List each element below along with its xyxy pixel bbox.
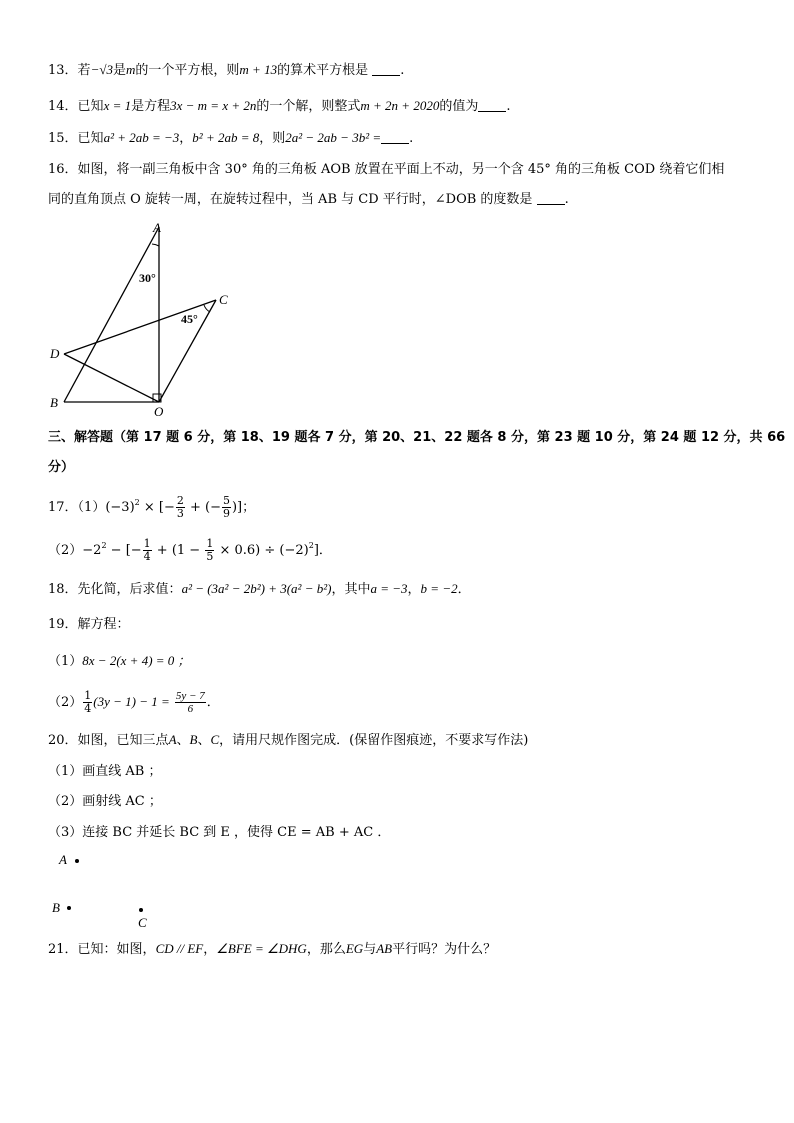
question-14: 14．已知x = 1是方程3x − m = x + 2n的一个解，则整式m + 2n + 2020的值为 . <box>48 98 511 114</box>
fraction: $\frac{2}{3}$ <box>176 494 184 520</box>
segment-DO <box>64 354 159 402</box>
question-20-part2: （2）画射线 AC ； <box>48 794 162 809</box>
question-16-line2: 同的直角顶点 O 旋转一周，在旋转过程中，当 AB 与 CD 平行时，∠DOB 的度数是 . <box>48 192 569 207</box>
question-17-part1: 17．$(1)(-3)^2$ × [− $\frac{2}{3}$ + (− $\frac{5}{9}$ )]； <box>48 494 256 520</box>
fraction: $\frac{5}{9}$ <box>222 494 230 520</box>
angle-label-30: 30° <box>139 271 156 285</box>
question-21: 21．已知：如图，CD // EF，∠BFE = ∠DHG，那么EG与AB平行吗？为什么？ <box>48 941 497 957</box>
answer-blank <box>381 130 409 144</box>
label-A: A <box>153 220 161 235</box>
question-16-line1: 16．如图，将一副三角板中含 30° 角的三角板 AOB 放置在平面上不动，另一个含 45° 角的三角板 COD 绕着它们相 <box>48 162 725 177</box>
label-C: C <box>219 292 228 307</box>
question-19: 19．解方程： <box>48 617 130 632</box>
question-20-part3: （3）连接 BC 并延长 BC 到 E ，使得 CE = AB + AC ． <box>48 825 391 840</box>
triangle-figure-16 <box>44 220 244 420</box>
section-3-heading-line1: 三、解答题（第 17 题 6 分，第 18、19 题各 7 分，第 20、21、22 题各 8 分，第 23 题 10 分，第 24 题 12 分，共 66 <box>48 430 786 445</box>
label-C: C <box>138 915 147 930</box>
label-B: B <box>52 900 60 915</box>
question-15: 15．已知a² + 2ab = −3，b² + 2ab = 8，则2a² − 2ab − 3b² = . <box>48 130 414 146</box>
question-20: 20．如图，已知三点A、B、C，请用尺规作图完成．(保留作图痕迹，不要求写作法) <box>48 732 529 748</box>
answer-blank <box>537 191 565 205</box>
angle-arc-A <box>152 244 159 246</box>
question-13: 13．若−√3是m的一个平方根，则m + 13的算术平方根是 . <box>48 62 405 78</box>
point-C <box>139 908 143 912</box>
fraction: $\frac{5y - 7}{6}$ <box>175 690 205 715</box>
answer-blank <box>478 98 506 112</box>
question-20-part1: （1）画直线 AB ； <box>48 764 162 779</box>
fraction: $\frac{1}{4}$ <box>84 689 92 715</box>
angle-label-45: 45° <box>181 312 198 326</box>
section-3-heading-line2: 分） <box>48 460 75 475</box>
fraction: $\frac{1}{5}$ <box>206 537 214 563</box>
point-A <box>75 859 79 863</box>
points-figure-20 <box>48 850 188 930</box>
q13-number: 13． <box>48 63 78 78</box>
segment-DC <box>64 300 216 354</box>
point-B <box>67 906 71 910</box>
question-19-part2: （2） $\frac{1}{4}$ (3y − 1) − 1 = $\frac{5y - 7}{6}$ ． <box>48 689 220 715</box>
answer-blank <box>372 62 400 76</box>
label-A: A <box>59 852 67 867</box>
label-B: B <box>50 395 58 410</box>
label-O: O <box>154 404 164 419</box>
fraction: $\frac{1}{4}$ <box>143 537 151 563</box>
question-17-part2: $(2)-2^2$ − [− $\frac{1}{4}$ + (1 − $\frac{1}{5}$ × $0.6) \div (-2)^2$]． <box>48 537 332 563</box>
angle-arc-C <box>204 305 210 312</box>
question-18: 18．先化简，后求值：a² − (3a² − 2b²) + 3(a² − b²)，其中a = −3，b = −2． <box>48 581 471 597</box>
question-19-part1: （1）8x − 2(x + 4) = 0 ； <box>48 653 191 669</box>
segment-AB <box>64 227 159 402</box>
label-D: D <box>50 346 60 361</box>
